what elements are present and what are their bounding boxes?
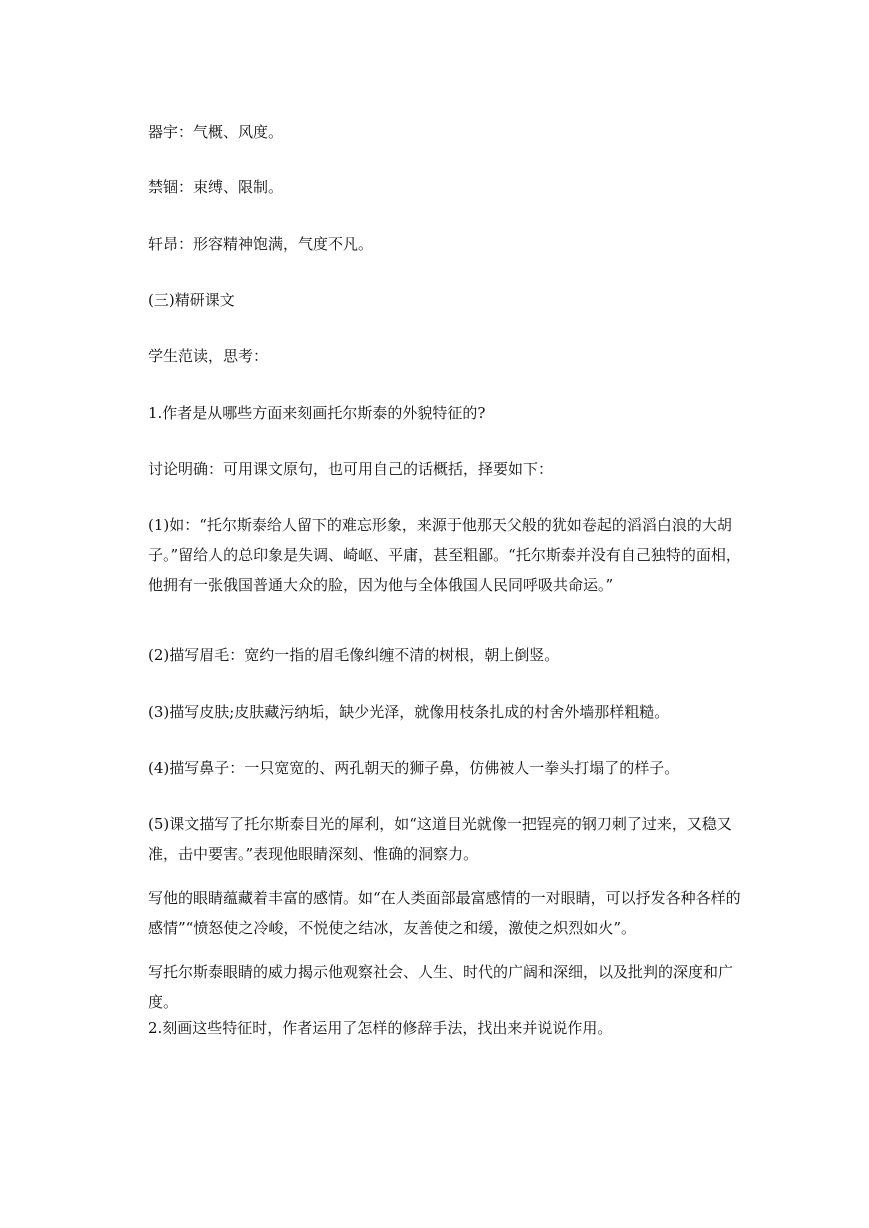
point-5-eyes: (5)课文描写了托尔斯泰目光的犀利，如“这道目光就像一把锃亮的钢刀刺了过来，又稳又准，击中要害。”表现他眼睛深刻、惟确的洞察力。	[148, 815, 732, 863]
eyes-emotion-paragraph: 写他的眼睛蕴藏着丰富的感情。如“在人类面部最富感情的一对眼睛，可以抒发各种各样的感情”“愤怒使之冷峻，不悦使之结冰，友善使之和缓，激使之炽烈如火”。	[148, 889, 741, 937]
section-heading: (三)精研课文	[148, 291, 235, 309]
instruction-paragraph: 学生范读，思考：	[148, 347, 269, 365]
point-2-eyebrows: (2)描写眉毛：宽约一指的眉毛像纠缠不清的树根，朝上倒竖。	[148, 646, 560, 664]
point-3-skin: (3)描写皮肤;皮肤藏污纳垢，缺少光泽，就像用枝条扎成的村舍外墙那样粗糙。	[148, 703, 670, 721]
eyes-power-paragraph: 写托尔斯泰眼睛的威力揭示他观察社会、人生、时代的广阔和深细，以及批判的深度和广度。	[148, 963, 734, 1011]
question-1: 1.作者是从哪些方面来刻画托尔斯泰的外貌特征的?	[148, 404, 486, 422]
vocab-jingu: 禁锢：束缚、限制。	[148, 178, 284, 196]
question-2: 2.刻画这些特征时，作者运用了怎样的修辞手法，找出来并说说作用。	[148, 1019, 613, 1037]
point-4-nose: (4)描写鼻子：一只宽宽的、两孔朝天的狮子鼻，仿佛被人一拳头打塌了的样子。	[148, 759, 680, 777]
point-1-beard: (1)如：“托尔斯泰给人留下的难忘形象，来源于他那天父般的犹如卷起的滔滔白浪的大胡子。”留给人的总印象是失调、崎岖、平庸，甚至粗鄙。“托尔斯泰并没有自己独特的面相，他拥有一张俄国普通大众的脸，因为他与全体俄国人民同呼吸共命运。”	[148, 516, 741, 594]
vocab-xuanang: 轩昂：形容精神饱满，气度不凡。	[148, 235, 374, 253]
vocab-qiyu: 器宇：气概、风度。	[148, 123, 284, 141]
discussion-intro: 讨论明确：可用课文原句，也可用自己的话概括，择要如下：	[148, 460, 554, 478]
